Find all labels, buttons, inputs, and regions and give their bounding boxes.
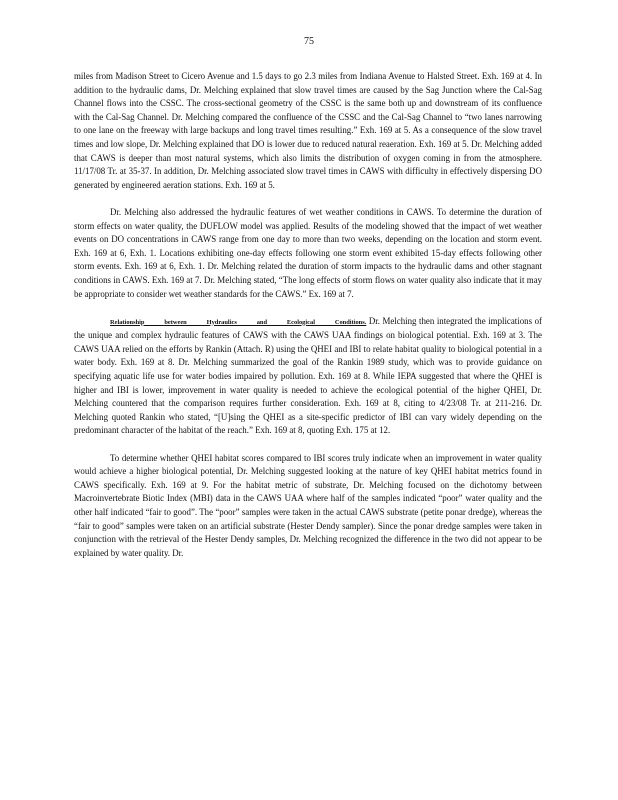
section-heading: Relationship between Hydraulics and Ecological Conditions. [110,318,367,326]
body-text [74,70,542,574]
page-number: 75 [304,36,314,47]
paragraph-qhei-ibi: To determine whether QHEI habitat scores compared to IBI scores truly indicate when an improvement in water quality would achieve a higher biological potential, Dr. Melching suggested looking at the nature of key QHEI habitat metrics found in CAWS specifically. Exh. 169 at 9. For the habitat metric of substrate, Dr. Melching focused on the dichotomy between Macroinvertebrate Biotic Index (MBI) data in the CAWS UAA where half of the samples indicated “poor” water quality and the other half indicated “fair to good”. The “poor” samples were taken in the actual CAWS substrate (petite ponar dredge), whereas the “fair to good” samples were taken on an artificial substrate (Hester Dendy sampler). Since the ponar dredge samples were taken in conjunction with the retrieval of the Hester Dendy samples, Dr. Melching recognized the difference in the two did not appear to be explained by water quality. Dr. [74,452,542,558]
paragraph-text: Dr. Melching then integrated the implications of the unique and complex hydraulic features of CAWS with the CAWS UAA findings on biological potential. Exh. 169 at 3. The CAWS UAA relied on the efforts by Rankin (Attach. R) using the QHEI and IBI to relate habitat quality to biological potential in a water body. Exh. 169 at 8. Dr. Melching summarized the goal of the Rankin 1989 study, which was to provide guidance on specifying aquatic life use for water bodies impaired by pollution. Exh. 169 at 8. While IEPA suggested that where the QHEI is higher and IBI is lower, improvement in water quality is needed to achieve the ecological potential of the higher QHEI, Dr. Melching countered that the comparison requires further consideration. Exh. 169 at 8, citing to 4/23/08 Tr. at 211-216. Dr. Melching quoted Rankin who stated, “[U]sing the QHEI as a site-specific predictor of IBI can vary widely depending on the predominant character of the habitat of the reach.” Exh. 169 at 8, quoting Exh. 175 at 12. [74,315,542,436]
paragraph-ecological-relationship [74,315,542,438]
paragraph-hydraulic-travel-times: miles from Madison Street to Cicero Avenue and 1.5 days to go 2.3 miles from Indiana Avenue to Halsted Street. Exh. 169 at 4. In addition to the hydraulic dams, Dr. Melching explained that slow travel times are caused by the Sag Junction where the Cal-Sag Channel flows into the CSSC. The cross-sectional geometry of the CSSC is the same both up and downstream of its confluence with the Cal-Sag Channel. Dr. Melching compared the confluence of the CSSC and the Cal-Sag Channel to “two lanes narrowing to one lane on the freeway with large backups and long travel times resulting.” Exh. 169 at 5. As a consequence of the slow travel times and low slope, Dr. Melching explained that DO is lower due to reduced natural reaeration. Exh. 169 at 5. Dr. Melching added that CAWS is deeper than most natural systems, which also limits the distribution of oxygen coming in from the atmosphere. 11/17/08 Tr. at 35-37. In addition, Dr. Melching associated slow travel times in CAWS with difficulty in effectively dispersing DO generated by engineered aeration stations. Exh. 169 at 5. [74,71,542,190]
paragraph-wet-weather: Dr. Melching also addressed the hydraulic features of wet weather conditions in CAWS. To determine the duration of storm effects on water quality, the DUFLOW model was applied. Results of the modeling showed that the impact of wet weather events on DO concentrations in CAWS range from one day to more than two weeks, depending on the location and storm event. Exh. 169 at 6, Exh. 1. Locations exhibiting one-day effects following one storm event exhibited 15-day effects following other storm events. Exh. 169 at 6, Exh. 1. Dr. Melching related the duration of storm impacts to the hydraulic dams and other stagnant conditions in CAWS. Exh. 169 at 7. Dr. Melching stated, “The long effects of storm flows on water quality also indicate that it may be appropriate to consider wet weather standards for the CAWS.” Ex. 169 at 7. [74,206,542,299]
